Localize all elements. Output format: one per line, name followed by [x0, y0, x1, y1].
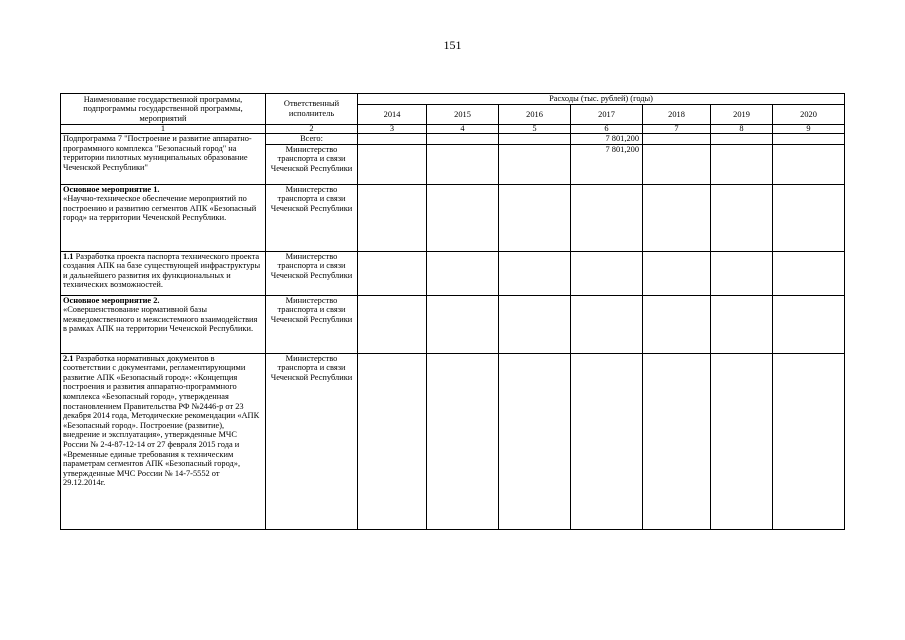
value-cell [499, 144, 571, 184]
header-year: 2015 [427, 104, 499, 124]
header-year: 2018 [643, 104, 711, 124]
table-row [61, 184, 845, 251]
value-cell [773, 144, 845, 184]
header-expenses: Расходы (тыс. рублей) (годы) [358, 94, 845, 105]
responsible-cell: Министерство транспорта и связи Чеченской Республики [266, 144, 358, 184]
row-text: Разработка нормативных документов в соответствии с документами, регламентирующими развитие АПК «Безопасный город»: «Концепция построения и развития аппаратно-программного комплекса «Безопасный город», утвержденная постановлением Правительства РФ №2446-р от 23 декабря 2014 года, Методические рекомендации «АПК «Безопасный город». Построение (развитие), внедрение и эксплуатация», утвержденные МЧС России № 2-4-87-12-14 от 27 февраля 2015 года и «Временные единые требования к техническим параметрам сегментов АПК «Безопасный город», утвержденные МЧС России № 14-7-5552 от 29.12.2014г. [63, 353, 260, 488]
budget-table [60, 93, 845, 530]
table-row [61, 251, 845, 295]
value-cell [773, 134, 845, 145]
header-year: 2014 [358, 104, 427, 124]
row-name-cell [61, 184, 266, 251]
table-row [61, 295, 845, 353]
column-number: 6 [571, 125, 643, 134]
header-year: 2019 [711, 104, 773, 124]
row-text: Разработка проекта паспорта технического проекта создания АПК на базе существующей инфраструктуры и дальнейшего развития их функциональных и технических возможностей. [63, 251, 261, 290]
header-responsible: Ответственный исполнитель [266, 94, 358, 125]
row-title: 1.1 [63, 251, 74, 261]
value-cell [427, 134, 499, 145]
value-cell [711, 134, 773, 145]
page-number: 151 [443, 38, 462, 52]
value-cell [643, 134, 711, 145]
column-number: 8 [711, 125, 773, 134]
row-text: Подпрограмма 7 "Построение и развитие аппаратно-программного комплекса "Безопасный город" на территории пилотных муниципальных образование Чеченской Республики" [63, 134, 252, 172]
row-name-cell [61, 295, 266, 353]
column-number: 3 [358, 125, 427, 134]
row-name-cell [61, 251, 266, 295]
row-title: Основное мероприятие 2. [63, 295, 160, 305]
table-row [61, 134, 845, 145]
column-number: 2 [266, 125, 358, 134]
responsible-cell: Министерство транспорта и связи Чеченской Республики [266, 184, 358, 251]
column-number: 1 [61, 125, 266, 134]
value-cell: 7 801,200 [571, 144, 643, 184]
row-name-cell [61, 353, 266, 529]
column-number: 4 [427, 125, 499, 134]
column-numbers-row [61, 125, 845, 134]
responsible-total: Всего: [266, 134, 358, 145]
column-number: 7 [643, 125, 711, 134]
responsible-cell: Министерство транспорта и связи Чеченской Республики [266, 251, 358, 295]
responsible-cell: Министерство транспорта и связи Чеченской Республики [266, 295, 358, 353]
column-number: 9 [773, 125, 845, 134]
header-year: 2020 [773, 104, 845, 124]
value-cell [711, 144, 773, 184]
value-cell [427, 144, 499, 184]
row-text: «Научно-техническое обеспечение мероприятий по построению и развитию сегментов АПК «Безопасный город» на территории Чеченской Республики. [63, 194, 257, 223]
row-title: Основное мероприятие 1. [63, 184, 160, 194]
header-year: 2017 [571, 104, 643, 124]
header-year: 2016 [499, 104, 571, 124]
value-cell [499, 134, 571, 145]
column-number: 5 [499, 125, 571, 134]
table-row [61, 353, 845, 529]
value-cell [358, 134, 427, 145]
responsible-cell: Министерство транспорта и связи Чеченской Республики [266, 353, 358, 529]
value-cell [358, 144, 427, 184]
row-text: «Совершенствование нормативной базы межведомственного и межсистемного взаимодействия в рамках АПК на территории Чеченской Республики. [63, 305, 258, 334]
row-name-cell [61, 134, 266, 185]
row-title: 2.1 [63, 353, 74, 363]
value-cell [643, 144, 711, 184]
value-cell: 7 801,200 [571, 134, 643, 145]
header-name: Наименование государственной программы, подпрограммы государственной программы, мероприятий [61, 94, 266, 125]
